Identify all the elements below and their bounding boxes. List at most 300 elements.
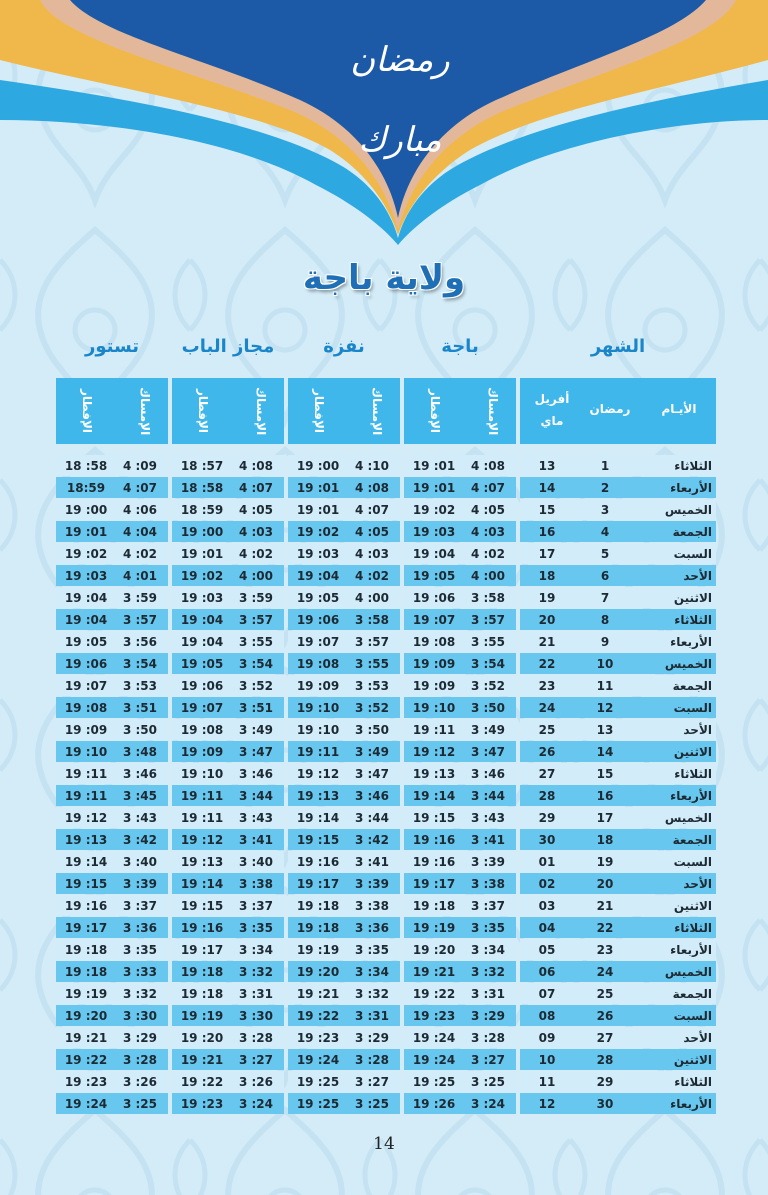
imsak-time: 3 :26	[238, 1075, 274, 1089]
gregorian-day: 01	[538, 855, 556, 869]
gregorian-day: 04	[538, 921, 556, 935]
imsak-time: 4 :08	[354, 481, 390, 495]
imsak-time: 4 :10	[354, 459, 390, 473]
day-name: الثلاثاء	[674, 1075, 712, 1089]
iftar-time: 19 :12	[64, 811, 108, 825]
imsak-time: 3 :29	[122, 1031, 158, 1045]
imsak-time: 3 :27	[354, 1075, 390, 1089]
iftar-time: 19 :20	[180, 1031, 224, 1045]
iftar-time: 19 :24	[296, 1053, 340, 1067]
iftar-time: 19 :13	[180, 855, 224, 869]
day-name: الاثنين	[673, 745, 712, 759]
day-name: الخميس	[664, 503, 712, 517]
imsak-time: 3 :51	[122, 701, 158, 715]
imsak-time: 3 :57	[238, 613, 274, 627]
imsak-time: 3 :31	[238, 987, 274, 1001]
imsak-time: 3 :55	[354, 657, 390, 671]
imsak-time: 3 :35	[238, 921, 274, 935]
iftar-time: 18 :59	[180, 503, 224, 517]
header-days: الأيـام	[661, 402, 697, 416]
imsak-time: 3 :28	[238, 1031, 274, 1045]
day-name: الاثنين	[673, 1053, 712, 1067]
imsak-time: 3 :56	[122, 635, 158, 649]
day-name: الجمعة	[672, 525, 712, 539]
ramadan-day: 6	[600, 569, 610, 583]
day-name: الجمعة	[672, 833, 712, 847]
gregorian-day: 29	[538, 811, 556, 825]
ramadan-day: 8	[600, 613, 610, 627]
iftar-time: 19 :09	[180, 745, 224, 759]
ramadan-calligraphy: رمضان مبارك	[350, 40, 450, 160]
iftar-time: 19 :10	[180, 767, 224, 781]
imsak-time: 3 :25	[354, 1097, 390, 1111]
nefza-header	[288, 378, 400, 444]
day-name: الأحد	[683, 1031, 712, 1045]
day-name: الخميس	[664, 965, 712, 979]
iftar-time: 19 :12	[412, 745, 456, 759]
gregorian-day: 11	[538, 1075, 556, 1089]
iftar-time: 19 :03	[64, 569, 108, 583]
ramadan-day: 12	[596, 701, 614, 715]
iftar-time: 19 :09	[64, 723, 108, 737]
iftar-time: 19 :21	[64, 1031, 108, 1045]
imsak-time: 3 :32	[470, 965, 506, 979]
header-april: أفريل	[534, 392, 570, 406]
ramadan-day: 4	[600, 525, 610, 539]
imsak-time: 3 :58	[354, 613, 390, 627]
gregorian-day: 06	[538, 965, 556, 979]
iftar-time: 19 :15	[64, 877, 108, 891]
group-label-testour: تستور	[84, 336, 140, 357]
imsak-time: 3 :53	[354, 679, 390, 693]
iftar-time: 19 :23	[296, 1031, 340, 1045]
iftar-time: 19 :20	[64, 1009, 108, 1023]
iftar-time: 19 :04	[412, 547, 456, 561]
gregorian-day: 25	[538, 723, 556, 737]
iftar-time: 19 :17	[412, 877, 456, 891]
imsak-time: 4 :05	[470, 503, 506, 517]
header-may: ماي	[540, 414, 564, 428]
iftar-time: 19 :04	[64, 613, 108, 627]
iftar-time: 19 :15	[412, 811, 456, 825]
iftar-time: 19 :14	[412, 789, 456, 803]
iftar-time: 19 :09	[296, 679, 340, 693]
iftar-time: 19 :06	[412, 591, 456, 605]
iftar-time: 19 :04	[180, 635, 224, 649]
imsak-time: 4 :07	[238, 481, 274, 495]
imsak-time: 4 :02	[470, 547, 506, 561]
iftar-time: 19 :16	[296, 855, 340, 869]
ramadan-day: 17	[596, 811, 614, 825]
ramadan-day: 1	[600, 459, 610, 473]
imsak-time: 3 :52	[238, 679, 274, 693]
header-iftar: الإفطار	[196, 388, 210, 433]
header-iftar: الإفطار	[428, 388, 442, 433]
iftar-time: 19 :08	[412, 635, 456, 649]
iftar-time: 19 :12	[180, 833, 224, 847]
ramadan-day: 11	[596, 679, 614, 693]
header-imsak: الإمساك	[254, 386, 268, 436]
group-label-medjez: مجاز الباب	[181, 336, 275, 357]
imsak-time: 3 :37	[470, 899, 506, 913]
gregorian-day: 22	[538, 657, 556, 671]
imsak-time: 3 :46	[470, 767, 506, 781]
imsak-time: 3 :44	[354, 811, 390, 825]
ramadan-day: 28	[596, 1053, 614, 1067]
gregorian-day: 17	[538, 547, 556, 561]
ramadan-day: 24	[596, 965, 614, 979]
iftar-time: 19 :06	[64, 657, 108, 671]
iftar-time: 19 :25	[296, 1097, 340, 1111]
iftar-time: 18 :57	[180, 459, 224, 473]
imsak-time: 4 :02	[354, 569, 390, 583]
gregorian-day: 23	[538, 679, 556, 693]
imsak-time: 3 :46	[354, 789, 390, 803]
imsak-time: 3 :40	[238, 855, 274, 869]
ramadan-day: 22	[596, 921, 614, 935]
imsak-time: 3 :37	[122, 899, 158, 913]
iftar-time: 19 :18	[412, 899, 456, 913]
iftar-time: 19 :10	[296, 723, 340, 737]
iftar-time: 19 :11	[64, 789, 108, 803]
imsak-time: 3 :28	[122, 1053, 158, 1067]
imsak-time: 3 :36	[122, 921, 158, 935]
gregorian-day: 24	[538, 701, 556, 715]
gregorian-day: 14	[538, 481, 556, 495]
imsak-time: 3 :47	[354, 767, 390, 781]
iftar-time: 19 :07	[64, 679, 108, 693]
iftar-time: 19 :18	[64, 965, 108, 979]
imsak-time: 4 :07	[122, 481, 158, 495]
imsak-time: 3 :59	[238, 591, 274, 605]
iftar-time: 19 :18	[64, 943, 108, 957]
iftar-time: 19 :14	[64, 855, 108, 869]
imsak-time: 3 :32	[354, 987, 390, 1001]
imsak-time: 3 :27	[470, 1053, 506, 1067]
imsak-time: 4 :03	[238, 525, 274, 539]
day-name: الأحد	[683, 569, 712, 583]
imsak-time: 3 :47	[238, 745, 274, 759]
ramadan-day: 16	[596, 789, 614, 803]
imsak-time: 3 :50	[354, 723, 390, 737]
gregorian-day: 12	[538, 1097, 556, 1111]
gregorian-day: 26	[538, 745, 556, 759]
day-name: الاثنين	[673, 899, 712, 913]
iftar-time: 19 :10	[412, 701, 456, 715]
iftar-time: 19 :03	[180, 591, 224, 605]
beja-header	[404, 378, 516, 444]
gregorian-day: 02	[538, 877, 556, 891]
imsak-time: 3 :24	[470, 1097, 506, 1111]
imsak-time: 3 :57	[470, 613, 506, 627]
ramadan-day: 10	[596, 657, 614, 671]
iftar-time: 19 :19	[296, 943, 340, 957]
imsak-time: 3 :49	[238, 723, 274, 737]
gregorian-day: 09	[538, 1031, 556, 1045]
imsak-time: 3 :27	[238, 1053, 274, 1067]
iftar-time: 19 :05	[296, 591, 340, 605]
imsak-time: 3 :43	[470, 811, 506, 825]
imsak-time: 3 :43	[238, 811, 274, 825]
imsak-time: 3 :46	[238, 767, 274, 781]
imsak-time: 3 :38	[238, 877, 274, 891]
iftar-time: 19 :02	[180, 569, 224, 583]
imsak-time: 3 :54	[238, 657, 274, 671]
iftar-time: 19 :25	[296, 1075, 340, 1089]
ramadan-day: 29	[596, 1075, 614, 1089]
iftar-time: 19 :15	[296, 833, 340, 847]
ramadan-day: 25	[596, 987, 614, 1001]
ramadan-day: 15	[596, 767, 614, 781]
imsak-time: 4 :08	[238, 459, 274, 473]
iftar-time: 19 :03	[412, 525, 456, 539]
imsak-time: 3 :28	[470, 1031, 506, 1045]
imsak-time: 3 :54	[122, 657, 158, 671]
header-imsak: الإمساك	[370, 386, 384, 436]
day-name: الثلاثاء	[674, 921, 712, 935]
imsak-time: 3 :55	[238, 635, 274, 649]
group-label-beja: باجة	[441, 336, 479, 357]
imsak-time: 3 :31	[354, 1009, 390, 1023]
imsak-time: 3 :48	[122, 745, 158, 759]
iftar-time: 19 :21	[296, 987, 340, 1001]
iftar-time: 19 :01	[412, 481, 456, 495]
gregorian-day: 05	[538, 943, 556, 957]
iftar-time: 19 :10	[64, 745, 108, 759]
gregorian-day: 08	[538, 1009, 556, 1023]
iftar-time: 19 :19	[180, 1009, 224, 1023]
iftar-time: 19 :22	[180, 1075, 224, 1089]
iftar-time: 19 :13	[296, 789, 340, 803]
imsak-time: 3 :42	[122, 833, 158, 847]
imsak-time: 4 :00	[470, 569, 506, 583]
iftar-time: 19 :15	[180, 899, 224, 913]
iftar-time: 19 :17	[64, 921, 108, 935]
iftar-time: 19 :08	[296, 657, 340, 671]
imsak-time: 3 :41	[354, 855, 390, 869]
gregorian-day: 10	[538, 1053, 556, 1067]
ramadan-day: 27	[596, 1031, 614, 1045]
iftar-time: 19 :22	[64, 1053, 108, 1067]
iftar-time: 19 :04	[180, 613, 224, 627]
imsak-time: 3 :51	[238, 701, 274, 715]
ramadan-day: 23	[596, 943, 614, 957]
imsak-time: 4 :08	[470, 459, 506, 473]
gregorian-day: 19	[538, 591, 556, 605]
iftar-time: 19 :05	[180, 657, 224, 671]
imsak-time: 3 :25	[122, 1097, 158, 1111]
month-header	[520, 378, 716, 444]
imsak-time: 3 :53	[122, 679, 158, 693]
page-number: 14	[373, 1134, 395, 1154]
header-ramadan: رمضان	[589, 402, 631, 416]
imsak-time: 3 :24	[238, 1097, 274, 1111]
iftar-time: 19 :04	[64, 591, 108, 605]
imsak-time: 4 :05	[238, 503, 274, 517]
ramadan-day: 9	[600, 635, 610, 649]
day-name: الأربعاء	[670, 1097, 712, 1111]
iftar-time: 19 :18	[180, 987, 224, 1001]
day-name: الأربعاء	[670, 789, 712, 803]
group-label-nefza: نفزة	[323, 336, 365, 357]
iftar-time: 19 :23	[64, 1075, 108, 1089]
imsak-time: 3 :35	[122, 943, 158, 957]
imsak-time: 3 :32	[122, 987, 158, 1001]
gregorian-day: 28	[538, 789, 556, 803]
group-label-month: الشهر	[590, 336, 646, 357]
imsak-time: 4 :07	[470, 481, 506, 495]
imsak-time: 3 :32	[238, 965, 274, 979]
imsak-time: 3 :46	[122, 767, 158, 781]
day-name: الخميس	[664, 811, 712, 825]
day-name: الأربعاء	[670, 481, 712, 495]
imsak-time: 3 :39	[470, 855, 506, 869]
imsak-time: 4 :02	[238, 547, 274, 561]
iftar-time: 19 :21	[180, 1053, 224, 1067]
ramadan-day: 19	[596, 855, 614, 869]
iftar-time: 19 :02	[64, 547, 108, 561]
iftar-time: 18 :58	[64, 459, 108, 473]
ramadan-day: 3	[600, 503, 610, 517]
header-imsak: الإمساك	[138, 386, 152, 436]
imsak-time: 4 :00	[354, 591, 390, 605]
imsak-time: 3 :34	[238, 943, 274, 957]
imsak-time: 3 :54	[470, 657, 506, 671]
day-name: السبت	[673, 855, 712, 869]
imsak-time: 3 :29	[470, 1009, 506, 1023]
imsak-time: 3 :55	[470, 635, 506, 649]
day-name: الثلاثاء	[674, 459, 712, 473]
gregorian-day: 07	[538, 987, 556, 1001]
imsak-time: 3 :59	[122, 591, 158, 605]
iftar-time: 19 :24	[412, 1053, 456, 1067]
day-name: الاثنين	[673, 591, 712, 605]
imsak-time: 3 :43	[122, 811, 158, 825]
iftar-time: 19 :21	[412, 965, 456, 979]
iftar-time: 19 :11	[180, 811, 224, 825]
iftar-time: 19 :22	[296, 1009, 340, 1023]
iftar-time: 19 :13	[64, 833, 108, 847]
ramadan-day: 26	[596, 1009, 614, 1023]
iftar-time: 19 :18	[296, 921, 340, 935]
iftar-time: 19 :14	[180, 877, 224, 891]
imsak-time: 3 :50	[470, 701, 506, 715]
day-name: الأحد	[683, 723, 712, 737]
ramadan-day: 30	[596, 1097, 614, 1111]
day-name: الأربعاء	[670, 635, 712, 649]
imsak-time: 4 :05	[354, 525, 390, 539]
gregorian-day: 21	[538, 635, 556, 649]
imsak-time: 3 :39	[354, 877, 390, 891]
imsak-time: 3 :28	[354, 1053, 390, 1067]
gregorian-day: 27	[538, 767, 556, 781]
page-title: ولاية باجة	[302, 258, 466, 298]
imsak-time: 3 :40	[122, 855, 158, 869]
iftar-time: 19 :06	[296, 613, 340, 627]
imsak-time: 4 :02	[122, 547, 158, 561]
day-name: الجمعة	[672, 987, 712, 1001]
iftar-time: 19 :08	[180, 723, 224, 737]
imsak-time: 3 :38	[354, 899, 390, 913]
imsak-time: 3 :42	[354, 833, 390, 847]
iftar-time: 19 :13	[412, 767, 456, 781]
ramadan-day: 18	[596, 833, 614, 847]
imsak-time: 3 :57	[122, 613, 158, 627]
iftar-time: 19 :02	[412, 503, 456, 517]
imsak-time: 3 :34	[354, 965, 390, 979]
testour-header	[56, 378, 168, 444]
imsak-time: 3 :50	[122, 723, 158, 737]
iftar-time: 19 :18	[296, 899, 340, 913]
imsak-time: 3 :38	[470, 877, 506, 891]
gregorian-day: 20	[538, 613, 556, 627]
imsak-time: 3 :58	[470, 591, 506, 605]
iftar-time: 19 :01	[296, 481, 340, 495]
imsak-time: 3 :44	[238, 789, 274, 803]
ramadan-day: 2	[600, 481, 610, 495]
imsak-time: 3 :35	[354, 943, 390, 957]
day-name: الأربعاء	[670, 943, 712, 957]
imsak-time: 3 :33	[122, 965, 158, 979]
iftar-time: 19 :16	[180, 921, 224, 935]
imsak-time: 3 :41	[470, 833, 506, 847]
day-name: الأحد	[683, 877, 712, 891]
imsak-time: 4 :03	[354, 547, 390, 561]
medjez-header	[172, 378, 284, 444]
day-name: الخميس	[664, 657, 712, 671]
gregorian-day: 18	[538, 569, 556, 583]
imsak-time: 3 :35	[470, 921, 506, 935]
imsak-time: 3 :52	[470, 679, 506, 693]
imsak-time: 3 :36	[354, 921, 390, 935]
day-name: الجمعة	[672, 679, 712, 693]
iftar-time: 19 :07	[296, 635, 340, 649]
iftar-time: 19 :26	[412, 1097, 456, 1111]
gregorian-day: 13	[538, 459, 556, 473]
iftar-time: 19 :00	[296, 459, 340, 473]
iftar-time: 19 :01	[180, 547, 224, 561]
header-iftar: الإفطار	[80, 388, 94, 433]
imsak-time: 4 :00	[238, 569, 274, 583]
iftar-time: 19 :01	[412, 459, 456, 473]
imsak-time: 3 :29	[354, 1031, 390, 1045]
iftar-time: 19 :25	[412, 1075, 456, 1089]
iftar-time: 19 :19	[64, 987, 108, 1001]
imsak-time: 4 :03	[470, 525, 506, 539]
iftar-time: 19 :01	[64, 525, 108, 539]
iftar-time: 19 :17	[180, 943, 224, 957]
day-name: السبت	[673, 1009, 712, 1023]
iftar-time: 18:59	[66, 481, 106, 495]
iftar-time: 19 :04	[296, 569, 340, 583]
iftar-time: 19 :11	[64, 767, 108, 781]
imsak-time: 3 :49	[470, 723, 506, 737]
imsak-time: 4 :06	[122, 503, 158, 517]
imsak-time: 3 :37	[238, 899, 274, 913]
iftar-time: 19 :23	[180, 1097, 224, 1111]
iftar-time: 19 :16	[64, 899, 108, 913]
imsak-time: 3 :45	[122, 789, 158, 803]
imsak-time: 3 :41	[238, 833, 274, 847]
iftar-time: 19 :00	[180, 525, 224, 539]
imsak-time: 3 :30	[122, 1009, 158, 1023]
imsak-time: 3 :57	[354, 635, 390, 649]
iftar-time: 19 :24	[412, 1031, 456, 1045]
ramadan-day: 13	[596, 723, 614, 737]
iftar-time: 19 :10	[296, 701, 340, 715]
header-imsak: الإمساك	[486, 386, 500, 436]
imsak-time: 3 :26	[122, 1075, 158, 1089]
